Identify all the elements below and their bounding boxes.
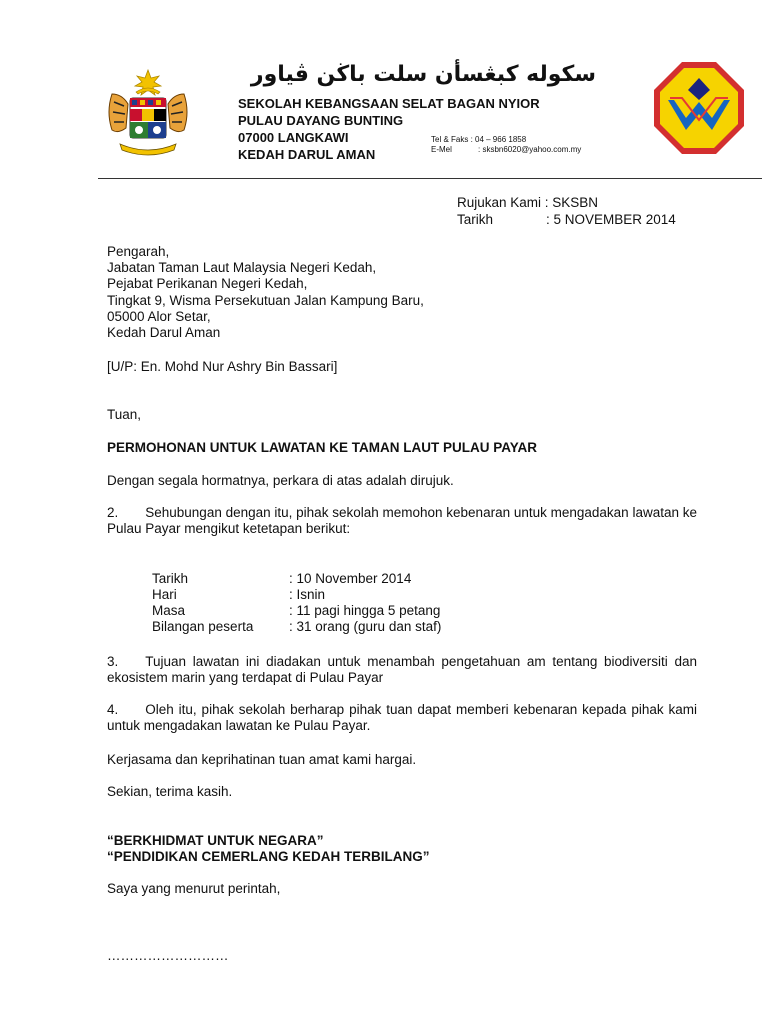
date-label: Tarikh (457, 212, 494, 227)
address-line-1: PULAU DAYANG BUNTING (238, 113, 404, 128)
thanks-line-1: Kerjasama dan keprihatinan tuan amat kami hargai. (107, 752, 417, 767)
school-name: SEKOLAH KEBANGSAAN SELAT BAGAN NYIOR (238, 96, 540, 111)
details-row (152, 619, 552, 635)
motto-line-2: “PENDIDIKAN CEMERLANG KEDAH TERBILANG” (107, 849, 430, 864)
email-label: E-Mel (431, 145, 452, 154)
salutation: Tuan, (107, 407, 142, 422)
detail-key: Bilangan peserta (152, 619, 254, 634)
paragraph-3: 3. Tujuan lawatan ini diadakan untuk menambah pengetahuan am tentang biodiversiti dan ekosistem marin yang terdapat di Pulau Payar (107, 654, 697, 685)
attention-line: [U/P: En. Mohd Nur Ashry Bin Bassari] (107, 359, 338, 374)
details-row (152, 603, 552, 619)
school-logo-icon (652, 60, 746, 156)
recipient-line: Pengarah, (107, 244, 170, 259)
address-line-2: 07000 LANGKAWI (238, 130, 349, 145)
opening-line: Dengan segala hormatnya, perkara di atas adalah dirujuk. (107, 473, 454, 488)
email-value: : sksbn6020@yahoo.com.my (478, 145, 582, 154)
recipient-line: Tingkat 9, Wisma Persekutuan Jalan Kampung Baru, (107, 293, 424, 308)
thanks-line-2: Sekian, terima kasih. (107, 784, 233, 799)
recipient-line: Kedah Darul Aman (107, 325, 221, 340)
signature-line: ……………………… (107, 948, 229, 963)
detail-value: : 11 pagi hingga 5 petang (289, 603, 441, 618)
details-row (152, 587, 552, 603)
closing-line: Saya yang menurut perintah, (107, 881, 281, 896)
paragraph-2: 2. Sehubungan dengan itu, pihak sekolah memohon kebenaran untuk mengadakan lawatan ke Pulau Payar mengikut ketetapan berikut: (107, 505, 697, 536)
date-value: : 5 NOVEMBER 2014 (546, 212, 676, 227)
recipient-line: Jabatan Taman Laut Malaysia Negeri Kedah, (107, 260, 377, 275)
detail-value: : Isnin (289, 587, 326, 602)
details-table (152, 571, 552, 635)
detail-key: Masa (152, 603, 186, 618)
letter-subject: PERMOHONAN UNTUK LAWATAN KE TAMAN LAUT PULAU PAYAR (107, 440, 537, 455)
detail-value: : 31 orang (guru dan staf) (289, 619, 442, 634)
recipient-line: 05000 Alor Setar, (107, 309, 211, 324)
detail-value: : 10 November 2014 (289, 571, 412, 586)
recipient-line: Pejabat Perikanan Negeri Kedah, (107, 276, 308, 291)
details-row (152, 571, 552, 587)
reference-number: Rujukan Kami : SKSBN (457, 195, 599, 210)
detail-key: Hari (152, 587, 177, 602)
paragraph-4: 4. Oleh itu, pihak sekolah berharap pihak tuan dapat memberi kebenaran kepada pihak kami untuk mengadakan lawatan ke Pulau Payar. (107, 702, 697, 733)
motto-line-1: “BERKHIDMAT UNTUK NEGARA” (107, 833, 324, 848)
address-line-3: KEDAH DARUL AMAN (238, 147, 376, 162)
detail-key: Tarikh (152, 571, 189, 586)
malaysia-coat-of-arms-icon (98, 64, 198, 160)
tel-fax: Tel & Faks : 04 – 966 1858 (431, 135, 527, 144)
header-divider (98, 178, 762, 179)
school-name-jawi: سکوله کبڠسأن سلت باڬن ڤياور (250, 62, 596, 87)
